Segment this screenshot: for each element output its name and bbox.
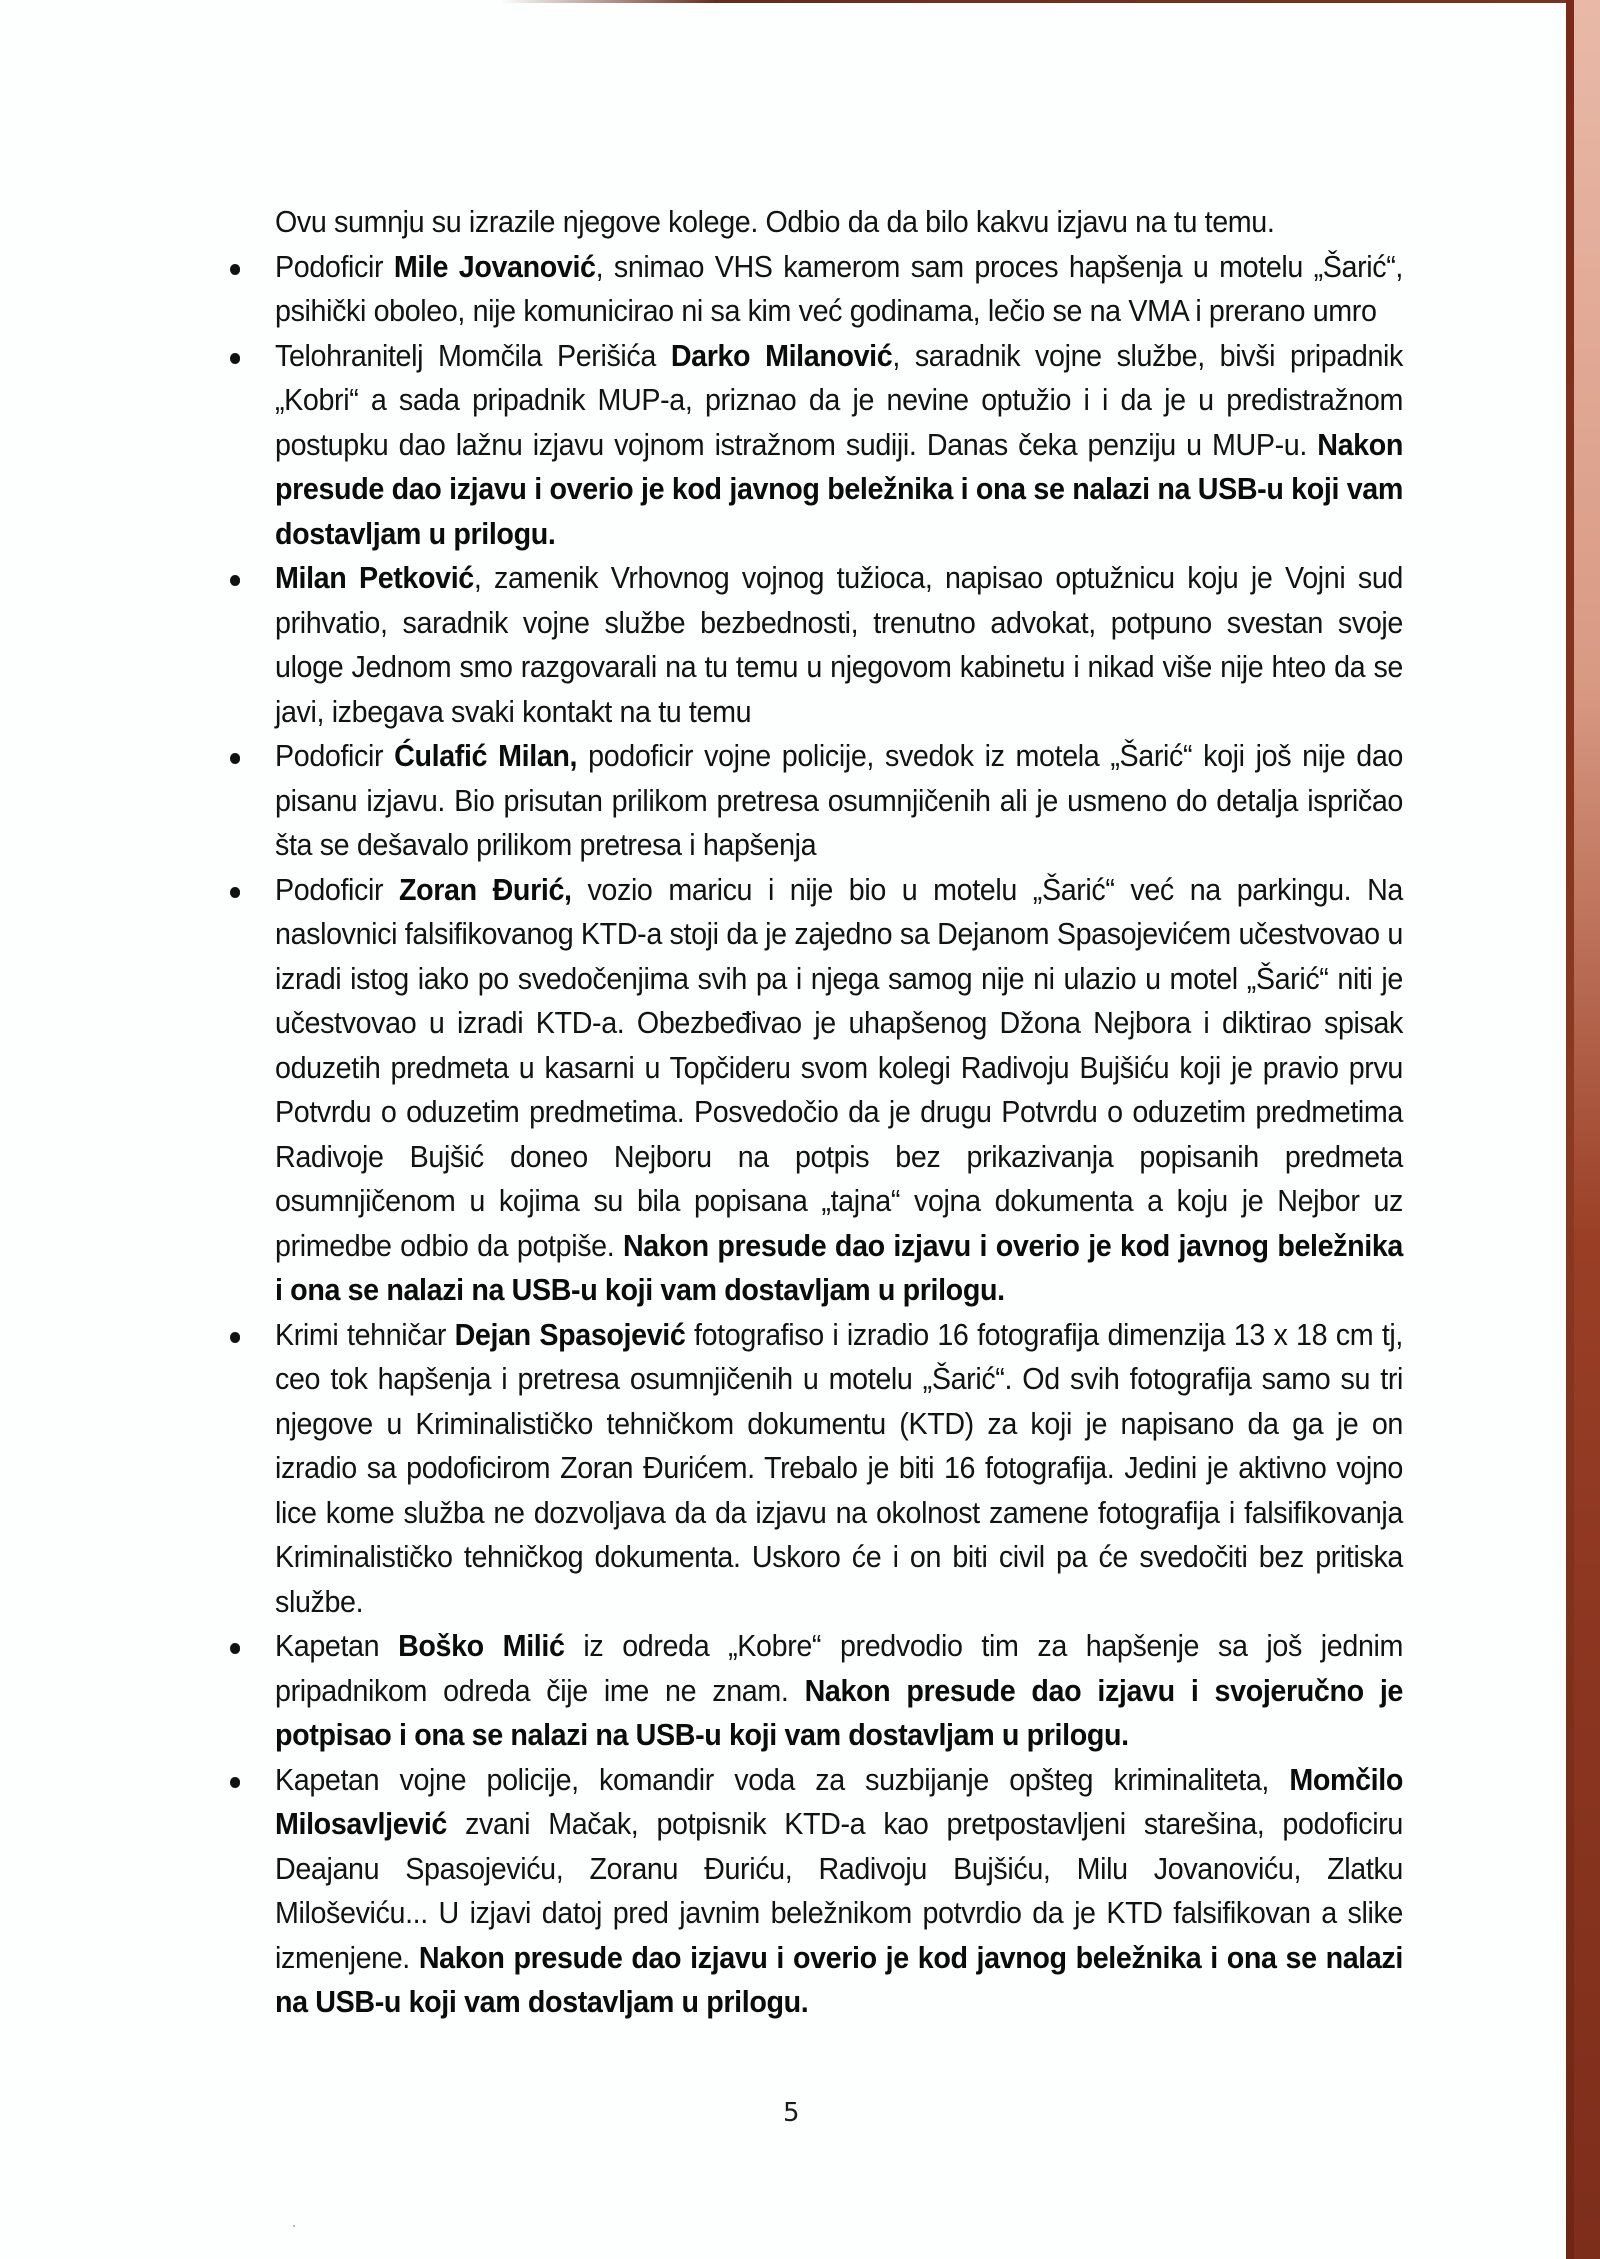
text-segment: vozio maricu i nije bio u motelu „Šarić“ već na parkingu. Na naslovnici falsifikovanog KTD-a stoji da je zajedno sa Dejanom Spasojevićem učestvovao u izradi istog iako po svedočenjima svih pa i njega samog nije ni ulazio u motel „Šarić“ niti je učestvovao u izradi KTD-a. Obezbeđivao je uhapšenog Džona Nejbora i diktirao spisak oduzetih predmeta u kasarni u Topčideru svom kolegi Radivoju Bujšiću koji je pravio prvu Potvrdu o oduzetim predmetima. Posvedočio da je drugu Potvrdu o oduzetim predmetima Radivoje Bujšić doneo Nejboru na potpis bez prikazivanja popisanih predmeta osumnjičenom u kojima su bila popisana „tajna“ vojna dokumenta a koju je Nejbor uz primedbe odbio da potpiše. (275, 872, 1403, 1263)
bold-text-segment: Ćulafić Milan, (394, 739, 578, 773)
bullet-icon (230, 1643, 240, 1654)
bullet-icon (230, 1332, 240, 1343)
text-segment: , snimao VHS kamerom sam proces hapšenja u motelu „Šarić“, psihički oboleo, nije komunicirao ni sa kim već godinama, lečio se na VMA i prerano umro (275, 249, 1404, 328)
bold-text-segment: Momčilo Milosavljević (275, 1762, 1403, 1841)
bold-text-segment: Boško Milić (398, 1629, 565, 1663)
list-item (275, 868, 1403, 1313)
list-item-text (275, 339, 1403, 551)
page-top-edge (500, 0, 1580, 3)
text-segment: Podoficir (275, 872, 400, 907)
list-item (275, 334, 1403, 557)
list-item-text (275, 1629, 1403, 1752)
bullet-icon (230, 1777, 240, 1788)
bold-text-segment: Nakon presude dao izjavu i overio je kod javnog beležnika i ona se nalazi na USB-u koji vam dostavljam u prilogu. (275, 1940, 1403, 2019)
text-segment: iz odreda „Kobre“ predvodio tim za hapšenje sa još jednim pripadnikom odreda čije ime ne znam. (275, 1629, 1404, 1708)
list-item (275, 556, 1403, 734)
list-item (275, 734, 1403, 868)
text-segment: Podoficir (275, 249, 394, 284)
intro-paragraph: Ovu sumnju su izrazile njegove kolege. Odbio da da bilo kakvu izjavu na tu temu. (275, 205, 1275, 239)
bullet-icon (230, 264, 240, 275)
text-segment: Krimi tehničar (275, 1317, 455, 1352)
bold-text-segment: Zoran Đurić, (399, 872, 572, 907)
text-segment: Kapetan (275, 1629, 399, 1663)
bold-text-segment: Nakon presude dao izjavu i overio je kod javnog beležnika i ona se nalazi na USB-u koji vam dostavljam u prilogu. (275, 1228, 1404, 1307)
list-item (275, 1624, 1403, 1758)
bold-text-segment: Mile Jovanović (393, 249, 596, 284)
bullet-icon (230, 575, 240, 586)
bold-text-segment: Nakon presude dao izjavu i svojeručno je potpisao i ona se nalazi na USB-u koji vam dostavljam u prilogu. (275, 1673, 1404, 1752)
list-item-text (275, 250, 1403, 329)
text-segment: zvani Mačak, potpisnik KTD-a kao pretpostavljeni starešina, podoficiru Deajanu Spasojeviću, Zoranu Đuriću, Radivoju Bujšiću, Milu Jovanoviću, Zlatku Miloševiću... U izjavi datoj pred javnim beležnikom potvrdio da je KTD falsifikovan a slike izmenjene. (275, 1807, 1403, 1975)
list-item (275, 1313, 1403, 1625)
text-segment: Podoficir (275, 739, 395, 773)
text-segment: , saradnik vojne službe, bivši pripadnik „Kobri“ a sada pripadnik MUP-a, priznao da je nevine optužio i i da je u predistražnom postupku dao lažnu izjavu vojnom istražnom sudiji. Danas čeka penziju u MUP-u. (275, 338, 1404, 462)
page-number: 5 (783, 2098, 800, 2128)
background-surface (1574, 0, 1600, 2259)
list-item (275, 1758, 1403, 2025)
bullet-icon (230, 353, 240, 364)
list-item-text (275, 1318, 1403, 1619)
list-item-text (275, 1763, 1403, 2020)
bullet-icon (230, 887, 240, 898)
list-item (275, 245, 1403, 334)
text-segment: podoficir vojne policije, svedok iz motela „Šarić“ koji još nije dao pisanu izjavu. Bio prisutan prilikom pretresa osumnjičenih ali je usmeno do detalja ispričao šta se dešavalo prilikom pretresa i hapšenja (275, 739, 1404, 862)
list-item-text (275, 739, 1403, 862)
bold-text-segment: Dejan Spasojević (454, 1317, 686, 1352)
bold-text-segment: Milan Petković (275, 561, 474, 595)
bold-text-segment: Nakon presude dao izjavu i overio je kod javnog beležnika i ona se nalazi na USB-u koji vam dostavljam u prilogu. (275, 427, 1403, 551)
page-right-edge (1566, 0, 1574, 2259)
text-segment: , zamenik Vrhovnog vojnog tužioca, napisao optužnicu koju je Vojni sud prihvatio, saradnik vojne službe bezbednosti, trenutno advokat, potpuno svestan svoje uloge Jednom smo razgovarali na tu temu u njegovom kabinetu i nikad više nije hteo da se javi, izbegava svaki kontakt na tu temu (275, 561, 1403, 729)
witness-list (275, 245, 1403, 2025)
bullet-icon (230, 753, 240, 764)
list-item-text (275, 561, 1403, 729)
text-segment: fotografiso i izradio 16 fotografija dimenzija 13 x 18 cm tj, ceo tok hapšenja i pretresa osumnjičenih u motelu „Šarić“. Od svih fotografija samo su tri njegove u Kriminalističko tehničkom dokumentu (KTD) za koji je napisano da ga je on izradio sa podoficirom Zoran Đurićem. Trebalo je biti 16 fotografija. Jedini je aktivno vojno lice kome služba ne dozvoljava da da izjavu na okolnost zamene fotografija i falsifikovanja Kriminalističko tehničkog dokumenta. Uskoro će i on biti civil pa će svedočiti bez pritiska službe. (275, 1317, 1404, 1619)
bold-text-segment: Darko Milanović (670, 338, 893, 373)
document-body (275, 200, 1403, 2025)
list-item-text (275, 873, 1403, 1308)
text-segment: Kapetan vojne policije, komandir voda za suzbijanje opšteg kriminaliteta, (275, 1762, 1290, 1797)
scan-speck (293, 2225, 295, 2227)
text-segment: Telohranitelj Momčila Perišića (275, 338, 671, 373)
